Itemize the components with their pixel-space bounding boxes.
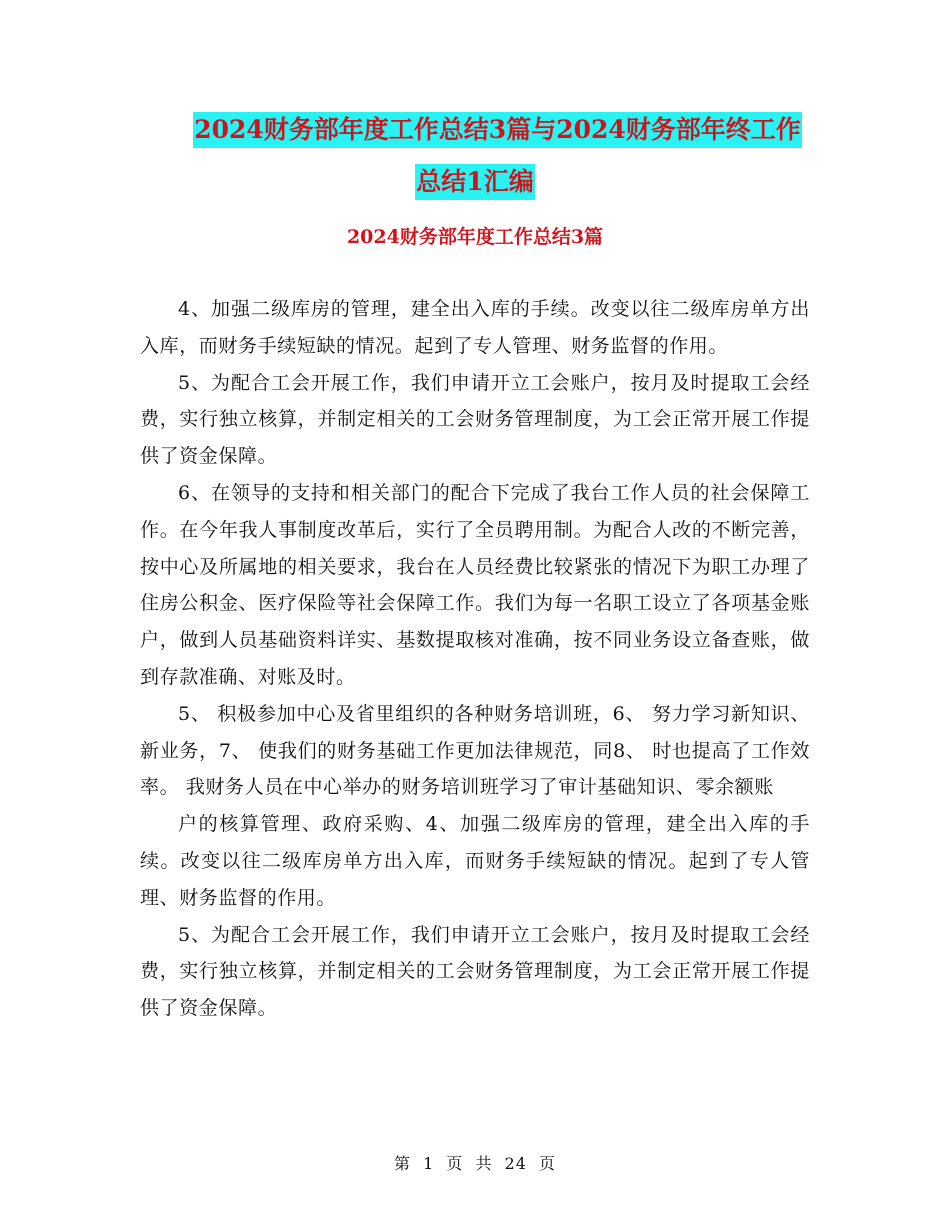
title-row-2 bbox=[0, 148, 950, 200]
title-row-1 bbox=[0, 112, 950, 148]
section-heading: 2024财务部年度工作总结3篇 bbox=[346, 226, 604, 248]
paragraph-6: 5、为配合工会开展工作，我们申请开立工会账户，按月及时提取工会经费，实行独立核算，并制定相关的工会财务管理制度，为工会正常开展工作提供了资金保障。 bbox=[140, 923, 810, 1020]
title-line-1: 2024财务部年度工作总结3篇与2024财务部年终工作 bbox=[193, 112, 802, 148]
document-body bbox=[140, 291, 810, 1027]
paragraph-2: 5、为配合工会开展工作，我们申请开立工会账户，按月及时提取工会经费，实行独立核算，并制定相关的工会财务管理制度，为工会正常开展工作提供了资金保障。 bbox=[140, 371, 810, 468]
paragraph-1: 4、加强二级库房的管理，建全出入库的手续。改变以往二级库房单方出入库，而财务手续短缺的情况。起到了专人管理、财务监督的作用。 bbox=[140, 298, 810, 357]
paragraph-3: 6、在领导的支持和相关部门的配合下完成了我台工作人员的社会保障工作。在今年我人事制度改革后，实行了全员聘用制。为配合人改的不断完善，按中心及所属地的相关要求，我台在人员经费比较紧张的情况下为职工办理了住房公积金、医疗保险等社会保障工作。我们为每一名职工设立了各项基金账户，做到人员基础资料详实、基数提取核对准确，按不同业务设立备查账，做到存款准确、对账及时。 bbox=[140, 481, 810, 688]
document-title bbox=[0, 112, 950, 200]
page-footer: 第 1 页 共 24 页 bbox=[394, 1154, 556, 1173]
paragraph-5: 户的核算管理、政府采购、4、加强二级库房的管理，建全出入库的手续。改变以往二级库房单方出入库，而财务手续短缺的情况。起到了专人管理、财务监督的作用。 bbox=[140, 813, 810, 909]
paragraph-4: 5、 积极参加中心及省里组织的各种财务培训班，6、 努力学习新知识、新业务，7、 使我们的财务基础工作更加法律规范，同8、 时也提高了工作效率。 我财务人员在中心举办的财务培训班学习了审计基础知识、零余额账 bbox=[140, 702, 810, 799]
title-line-2: 总结1汇编 bbox=[415, 164, 534, 200]
